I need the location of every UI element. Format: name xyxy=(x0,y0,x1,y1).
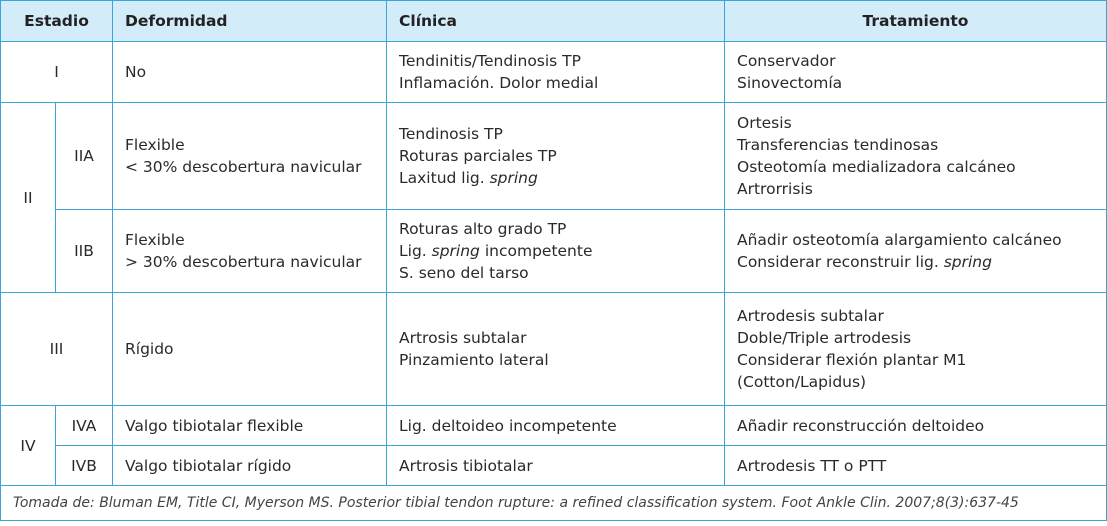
deformidad-cell-iii xyxy=(113,293,387,406)
clinica-line-emphasis: spring xyxy=(431,242,480,260)
tratamiento-line-prefix: Considerar reconstruir lig. xyxy=(737,253,944,271)
clinica-cell-iia xyxy=(387,103,725,210)
deformidad-line: Rígido xyxy=(125,340,174,358)
deformidad-line: Flexible xyxy=(125,136,185,154)
tratamiento-line: Añadir osteotomía alargamiento calcáneo xyxy=(737,231,1062,249)
substage-cell-iva: IVA xyxy=(56,406,113,446)
stage-cell-iii: III xyxy=(1,293,113,406)
tratamiento-line: Doble/Triple artrodesis xyxy=(737,329,912,347)
table-footnote-row xyxy=(1,486,1107,521)
clinica-cell-i xyxy=(387,42,725,103)
tratamiento-cell-iva: Añadir reconstrucción deltoideo xyxy=(725,406,1107,446)
clinica-line xyxy=(399,167,712,189)
header-row xyxy=(1,1,1107,42)
deformidad-cell-iva: Valgo tibiotalar flexible xyxy=(113,406,387,446)
tratamiento-line: Artrorrisis xyxy=(737,180,813,198)
clinica-line-suffix: incompetente xyxy=(479,242,593,260)
deformidad-line: No xyxy=(125,63,147,81)
clinica-line: Tendinosis TP xyxy=(399,125,503,143)
stage-cell-i: I xyxy=(1,42,113,103)
stage-cell-iv: IV xyxy=(1,406,56,486)
clinica-line: Roturas alto grado TP xyxy=(399,220,567,238)
tratamiento-cell-iia xyxy=(725,103,1107,210)
clinica-line: Tendinitis/Tendinosis TP xyxy=(399,52,581,70)
table-row-stage-iia xyxy=(1,103,1107,210)
header-tratamiento: Tratamiento xyxy=(725,1,1107,42)
clinica-line: Artrosis subtalar xyxy=(399,329,527,347)
tratamiento-line: Considerar flexión plantar M1 xyxy=(737,351,967,369)
clinica-line-prefix: Lig. xyxy=(399,242,432,260)
clinica-cell-iva: Lig. deltoideo incompetente xyxy=(387,406,725,446)
deformidad-cell-iia xyxy=(113,103,387,210)
header-estadio: Estadio xyxy=(1,1,113,42)
tratamiento-line-emphasis: spring xyxy=(943,253,992,271)
header-clinica: Clínica xyxy=(387,1,725,42)
table-row-stage-iii xyxy=(1,293,1107,406)
clinica-line-emphasis: spring xyxy=(489,169,538,187)
clinica-line-prefix: Laxitud lig. xyxy=(399,169,490,187)
substage-cell-iib: IIB xyxy=(56,210,113,293)
clinica-cell-ivb: Artrosis tibiotalar xyxy=(387,446,725,486)
tratamiento-line xyxy=(737,251,1094,273)
deformidad-line: Flexible xyxy=(125,231,185,249)
deformidad-cell-ivb: Valgo tibiotalar rígido xyxy=(113,446,387,486)
clinica-line xyxy=(399,240,712,262)
tratamiento-line: Sinovectomía xyxy=(737,74,843,92)
clinica-line: Inflamación. Dolor medial xyxy=(399,74,599,92)
substage-cell-iia: IIA xyxy=(56,103,113,210)
tratamiento-line: Osteotomía medializadora calcáneo xyxy=(737,158,1016,176)
substage-cell-ivb: IVB xyxy=(56,446,113,486)
clinica-line: S. seno del tarso xyxy=(399,264,529,282)
clinica-cell-iib xyxy=(387,210,725,293)
stage-cell-ii: II xyxy=(1,103,56,293)
tratamiento-line: Artrodesis subtalar xyxy=(737,307,884,325)
deformidad-cell-i xyxy=(113,42,387,103)
tratamiento-line: (Cotton/Lapidus) xyxy=(737,373,867,391)
deformidad-cell-iib xyxy=(113,210,387,293)
tratamiento-cell-iib xyxy=(725,210,1107,293)
deformidad-line: > 30% descobertura navicular xyxy=(125,253,362,271)
table-footnote: Tomada de: Bluman EM, Title CI, Myerson MS. Posterior tibial tendon rupture: a refined classification system. Foot Ankle Clin. 2007;8(3):637-45 xyxy=(1,486,1107,521)
table-row-stage-ivb xyxy=(1,446,1107,486)
clinica-cell-iii xyxy=(387,293,725,406)
table-row-stage-i xyxy=(1,42,1107,103)
clinica-line: Pinzamiento lateral xyxy=(399,351,549,369)
tratamiento-cell-i xyxy=(725,42,1107,103)
clinica-line: Roturas parciales TP xyxy=(399,147,557,165)
table-row-stage-iib xyxy=(1,210,1107,293)
tratamiento-line: Conservador xyxy=(737,52,836,70)
tratamiento-cell-iii xyxy=(725,293,1107,406)
tratamiento-line: Ortesis xyxy=(737,114,792,132)
tratamiento-cell-ivb: Artrodesis TT o PTT xyxy=(725,446,1107,486)
header-deformidad: Deformidad xyxy=(113,1,387,42)
tratamiento-line: Transferencias tendinosas xyxy=(737,136,939,154)
table-row-stage-iva xyxy=(1,406,1107,446)
deformidad-line: < 30% descobertura navicular xyxy=(125,158,362,176)
